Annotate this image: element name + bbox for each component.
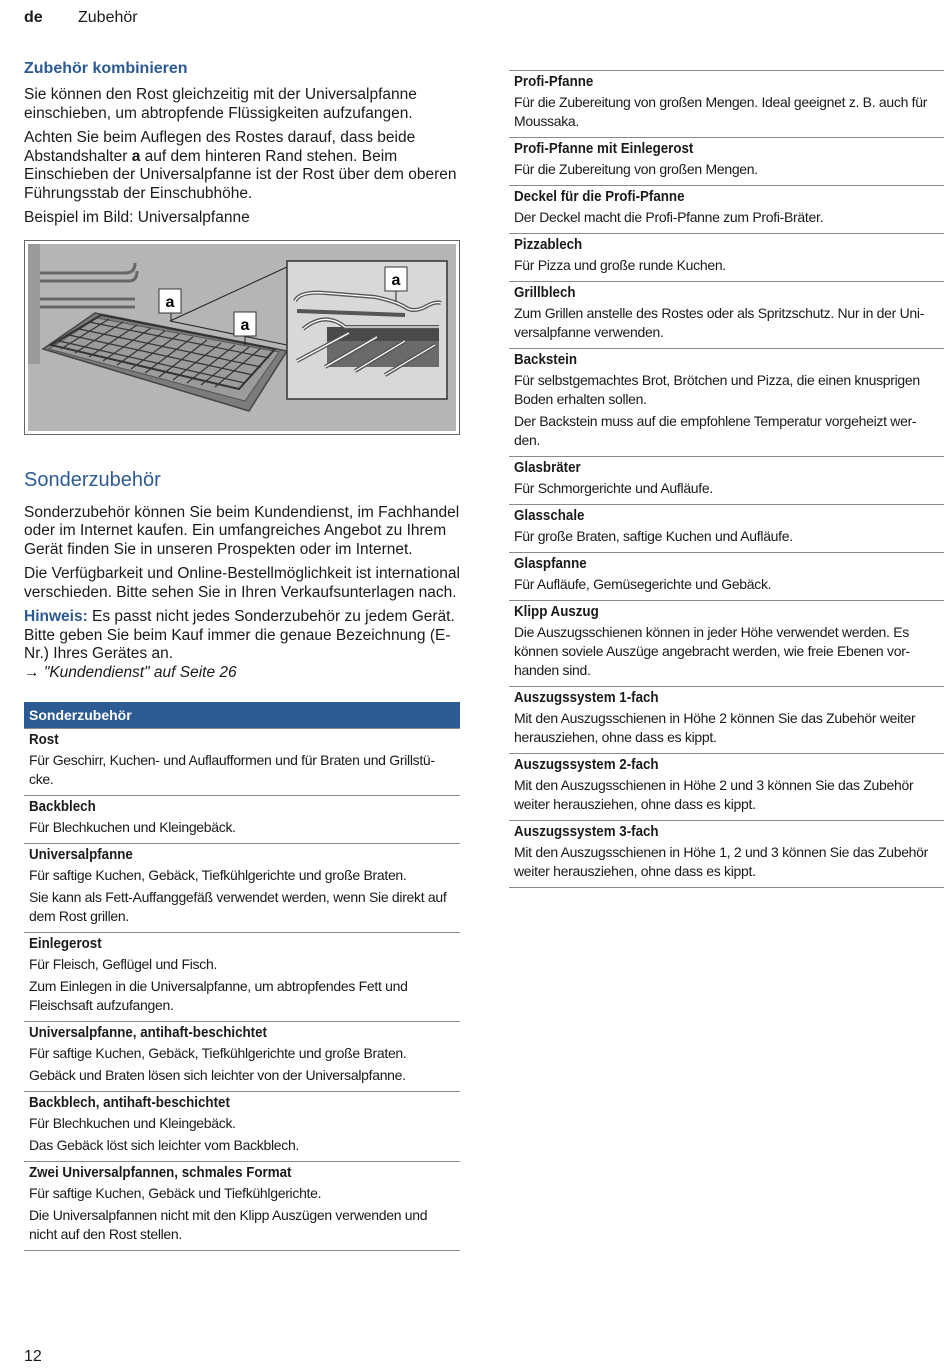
table-row <box>24 1162 460 1251</box>
spacer-marker: a <box>131 147 141 165</box>
table-row <box>509 687 944 754</box>
universal-pan-illustration <box>24 240 460 435</box>
oven-rack-drawing <box>25 241 459 434</box>
callout-marker-a-left: a <box>165 293 175 311</box>
table-row <box>509 505 944 553</box>
table-row <box>509 282 944 349</box>
accessory-description: Für Blechkuchen und Kleingebäck. <box>29 819 236 835</box>
page-number: 12 <box>24 1348 42 1365</box>
accessory-description: Die Auszugsschienen können in jeder Höhe verwendet werden. Es können soviele Auszüge angebracht werden, wie freie Ebenen vor-handen sind. <box>514 624 910 678</box>
hint-paragraph <box>24 608 460 664</box>
special-paragraph-1: Sonderzubehör können Sie beim Kundendienst, im Fachhandel oder im Internet kaufen. Ein umfangreiches Angebot zu Ihrem Gerät finden Sie in unseren Prospekten oder im Internet. <box>24 503 460 558</box>
table-row <box>509 349 944 457</box>
table-row <box>24 933 460 1022</box>
table-row <box>509 821 944 888</box>
table-row <box>24 796 460 844</box>
special-accessories-heading: Sonderzubehör <box>24 468 161 491</box>
table-row <box>509 754 944 821</box>
accessory-description: Die Universalpfannen nicht mit den Klipp Auszügen verwenden und nicht auf den Rost stellen. <box>29 1207 428 1242</box>
accessory-name: Profi-Pfanne mit Einlegerost <box>514 141 694 157</box>
left-column <box>24 60 460 1251</box>
cross-reference[interactable] <box>24 664 460 683</box>
language-code: de <box>24 9 43 26</box>
accessory-description: Das Gebäck löst sich leichter vom Backblech. <box>29 1137 300 1153</box>
accessory-name: Universalpfanne, antihaft-beschichtet <box>29 1025 267 1041</box>
accessory-description: Für Geschirr, Kuchen- und Auflaufformen und für Braten und Grillstü-cke. <box>29 752 435 787</box>
combine-paragraph-1: Sie können den Rost gleichzeitig mit der Universalpfanne einschieben, um abtropfende Flüssigkeiten aufzufangen. <box>24 86 417 122</box>
accessory-name: Deckel für die Profi-Pfanne <box>514 189 685 205</box>
accessory-description: Für die Zubereitung von großen Mengen. Ideal geeignet z. B. auch für Moussaka. <box>514 94 928 129</box>
combine-paragraph-2 <box>24 129 460 203</box>
accessory-name: Glasbräter <box>514 460 581 476</box>
accessory-name: Zwei Universalpfannen, schmales Format <box>29 1165 292 1181</box>
accessory-name: Profi-Pfanne <box>514 74 594 90</box>
accessory-name: Backblech, antihaft-beschichtet <box>29 1095 230 1111</box>
combine-heading: Zubehör kombinieren <box>24 60 188 77</box>
accessory-name: Grillblech <box>514 285 576 301</box>
hint-text: Es passt nicht jedes Sonderzubehör zu jedem Gerät. Bitte geben Sie beim Kauf immer die genaue Bezeichnung (E-Nr.) Ihres Gerätes an. <box>24 608 455 662</box>
accessory-description: Der Deckel macht die Profi-Pfanne zum Profi-Bräter. <box>514 209 824 225</box>
hint-label: Hinweis: <box>24 608 88 625</box>
accessory-description: Für große Braten, saftige Kuchen und Aufläufe. <box>514 528 793 544</box>
table-row <box>24 1092 460 1162</box>
accessory-name: Einlegerost <box>29 936 102 952</box>
accessories-table-right <box>509 70 944 888</box>
accessories-table-header: Sonderzubehör <box>24 702 460 728</box>
accessory-name: Auszugssystem 1-fach <box>514 690 659 706</box>
accessory-description: Für selbstgemachtes Brot, Brötchen und Pizza, die einen knusprigen Boden erhalten sollen. <box>514 372 920 407</box>
table-row <box>509 138 944 186</box>
right-column <box>509 70 944 888</box>
accessory-description: Mit den Auszugsschienen in Höhe 1, 2 und 3 können Sie das Zubehör weiter herausziehen, ohne dass es kippt. <box>514 844 929 879</box>
table-row <box>24 844 460 933</box>
page-header <box>24 9 138 27</box>
accessory-name: Backblech <box>29 799 96 815</box>
accessory-description: Zum Einlegen in die Universalpfanne, um abtropfendes Fett und Fleischsaft aufzufangen. <box>29 978 408 1013</box>
combine-paragraph-3: Beispiel im Bild: Universalpfanne <box>24 209 250 226</box>
combine-p2-end: auf dem hinteren Rand stehen. Beim Einschieben der Universalpfanne ist der Rost über dem oberen Führungsstab der Einschubhöhe. <box>24 147 457 202</box>
combine-p2-start: Achten Sie beim Auflegen des Rostes darauf, dass beide Abstandshalter <box>24 129 416 165</box>
accessory-description: Für saftige Kuchen, Gebäck, Tiefkühlgerichte und große Braten. <box>29 867 407 883</box>
accessory-name: Glaspfanne <box>514 556 587 572</box>
accessory-description: Sie kann als Fett-Auffanggefäß verwendet werden, wenn Sie direkt auf dem Rost grillen. <box>29 889 447 924</box>
table-row <box>24 1022 460 1092</box>
accessory-name: Universalpfanne <box>29 847 133 863</box>
table-row <box>509 71 944 138</box>
accessory-description: Für die Zubereitung von großen Mengen. <box>514 161 758 177</box>
accessory-description: Gebäck und Braten lösen sich leichter von der Universalpfanne. <box>29 1067 406 1083</box>
accessory-name: Glasschale <box>514 508 585 524</box>
accessory-name: Rost <box>29 732 59 748</box>
special-paragraph-2: Die Verfügbarkeit und Online-Bestellmöglichkeit ist international verschieden. Bitte sehen Sie in Ihren Verkaufsunterlagen nach. <box>24 565 460 601</box>
table-row <box>509 186 944 234</box>
accessory-description: Zum Grillen anstelle des Rostes oder als Spritzschutz. Nur in der Uni-versalpfanne verwenden. <box>514 305 925 340</box>
callout-marker-a-inset: a <box>391 271 401 289</box>
accessory-description: Für Pizza und große runde Kuchen. <box>514 257 726 273</box>
accessory-description: Für saftige Kuchen, Gebäck und Tiefkühlgerichte. <box>29 1185 322 1201</box>
table-row <box>509 457 944 505</box>
accessory-description: Für Blechkuchen und Kleingebäck. <box>29 1115 236 1131</box>
accessory-name: Pizzablech <box>514 237 583 253</box>
accessory-description: Für saftige Kuchen, Gebäck, Tiefkühlgerichte und große Braten. <box>29 1045 407 1061</box>
accessory-name: Backstein <box>514 352 578 368</box>
callout-marker-a-middle: a <box>240 316 250 334</box>
accessory-description: Für Fleisch, Geflügel und Fisch. <box>29 956 218 972</box>
customer-service-link[interactable]: "Kundendienst" auf Seite 26 <box>43 663 237 681</box>
accessory-description: Für Schmorgerichte und Aufläufe. <box>514 480 713 496</box>
arrow-icon: → <box>24 663 40 681</box>
accessory-description: Für Aufläufe, Gemüsegerichte und Gebäck. <box>514 576 772 592</box>
header-title: Zubehör <box>78 9 138 26</box>
table-row <box>509 234 944 282</box>
table-row <box>509 601 944 687</box>
accessory-name: Auszugssystem 2-fach <box>514 757 659 773</box>
accessory-description: Mit den Auszugsschienen in Höhe 2 und 3 können Sie das Zubehör weiter herausziehen, ohne dass es kippt. <box>514 777 914 812</box>
accessory-name: Auszugssystem 3-fach <box>514 824 659 840</box>
table-row <box>24 729 460 796</box>
accessory-description: Mit den Auszugsschienen in Höhe 2 können Sie das Zubehör weiter herausziehen, ohne dass es kippt. <box>514 710 916 745</box>
accessory-description: Der Backstein muss auf die empfohlene Temperatur vorgeheizt wer-den. <box>514 413 917 448</box>
accessories-table-left <box>24 728 460 1251</box>
accessory-name: Klipp Auszug <box>514 604 599 620</box>
table-row <box>509 553 944 601</box>
